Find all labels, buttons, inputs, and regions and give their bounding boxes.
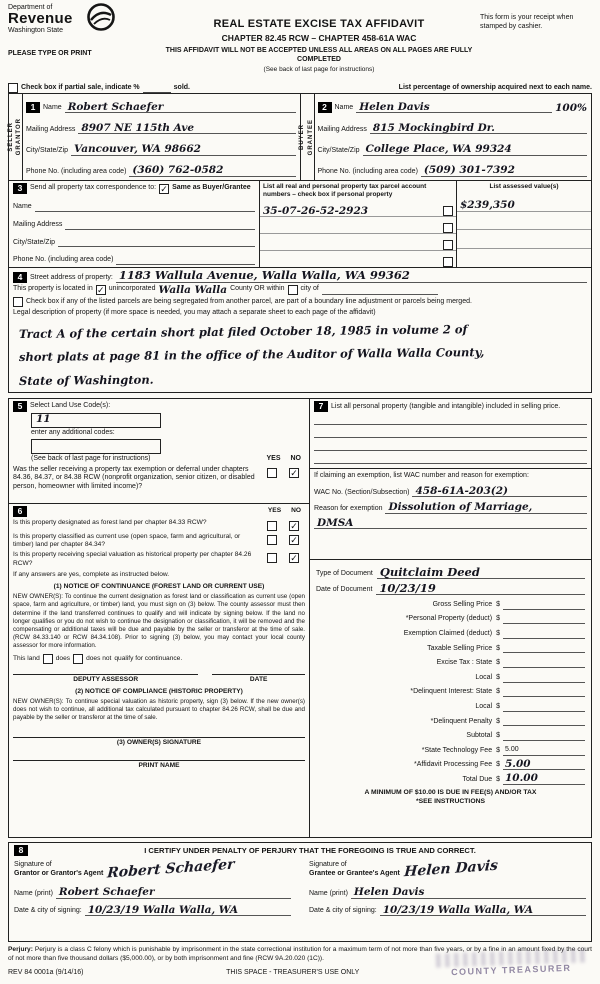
send-correspondence-label: Send all property tax correspondence to: <box>30 184 157 192</box>
current-use-yes-checkbox[interactable] <box>267 535 277 545</box>
seller-grantor-box <box>8 93 301 181</box>
land-use-see-back: (See back of last page for instructions) <box>31 454 151 462</box>
perjury-text: Perjury is a class C felony which is punishable by imprisonment in the state correctional institution for a maximum term of not more than five years, or by a fine in an amount fixed by the court of not more than five thousand dollars ($5,000.00), or by both imprisonment and fine (RCW 9A.20.020 (1C)). <box>8 946 592 962</box>
buyer-name-label: Name <box>334 104 354 112</box>
fee-row: *State Technology Fee $ 5.00 <box>316 741 585 756</box>
acceptance-warning: THIS AFFIDAVIT WILL NOT BE ACCEPTED UNLESS ALL AREAS ON ALL PAGES ARE FULLY COMPLETED <box>165 47 473 64</box>
dollar-sign: $ <box>496 600 500 608</box>
segregated-checkbox[interactable] <box>13 297 23 307</box>
parcel-row <box>260 217 456 234</box>
fee-row: Local $ <box>316 668 585 683</box>
segregated-label: Check box if any of the listed parcels are being segregated from another parcel, are part of a boundary line adjustment or parcels being merged. <box>26 297 472 305</box>
corr-city-label: City/State/Zip <box>13 238 56 246</box>
parcel-row <box>260 251 456 267</box>
owners-signature-line[interactable] <box>13 737 305 738</box>
personal-property-deduct-field[interactable] <box>503 614 585 624</box>
form-header <box>8 4 592 80</box>
city-of-label: city of <box>300 285 319 293</box>
grantor-date-city-label: Date & city of signing: <box>14 907 82 915</box>
grantee-agent-label: Grantee or Grantee's Agent <box>309 870 400 877</box>
grantor-agent-label: Grantor or Grantor's Agent <box>14 870 104 877</box>
grantee-date-city-field[interactable]: 10/23/19 Walla Walla, WA <box>380 905 586 917</box>
grantor-name-print-field[interactable]: Robert Schaefer <box>56 887 291 899</box>
excise-tax-local-field[interactable] <box>503 673 585 683</box>
grantee-signature-block <box>309 859 586 916</box>
parcel-numbers-header: List all real and personal property tax parcel account numbers – check box if personal property <box>263 183 427 198</box>
type-of-document-label: Type of Document <box>316 570 373 578</box>
section-8-certification <box>8 842 592 942</box>
section-6-number: 6 <box>13 506 27 517</box>
buyer-phone-field[interactable]: (509) 301-7392 <box>421 165 587 177</box>
personal-property-line[interactable] <box>314 451 587 464</box>
no-column-header: NO <box>291 507 301 515</box>
grantee-name-print-field[interactable]: Helen Davis <box>351 887 586 899</box>
subtotal-field[interactable] <box>503 731 585 741</box>
section-4-property <box>8 267 592 393</box>
section-1-number: 1 <box>26 102 40 113</box>
seller-city-field[interactable]: Vancouver, WA 98662 <box>71 144 295 156</box>
historic-property-question: Is this property receiving special valuation as historical property per chapter 84.26 RCW? <box>13 551 252 567</box>
buyer-name-field[interactable]: Helen Davis <box>356 102 552 114</box>
legal-description-line: short plats at page 81 in the office of the Auditor of Walla Walla County, <box>18 345 485 365</box>
historic-yes-checkbox[interactable] <box>267 553 277 563</box>
tax-exemption-question: Was the seller receiving a property tax exemption or deferral under chapters 84.36, 84.37, or 84.38 RCW (nonprofit organization, senior citizen, or disabled person, homeowner with limited income)? <box>13 465 255 490</box>
seller-city-label: City/State/Zip <box>26 146 69 154</box>
additional-codes-field[interactable] <box>31 439 161 454</box>
buyer-side-label: BUYER GRANTEE <box>301 94 315 180</box>
seller-name-field[interactable]: Robert Schaefer <box>65 102 296 114</box>
form-title: REAL ESTATE EXCISE TAX AFFIDAVIT <box>213 18 425 30</box>
forest-land-question: Is this property designated as forest land per chapter 84.33 RCW? <box>13 519 207 526</box>
print-name-line[interactable] <box>13 760 305 761</box>
this-land-label: This land <box>13 654 40 662</box>
certification-statement: I CERTIFY UNDER PENALTY OF PERJURY THAT THE FOREGOING IS TRUE AND CORRECT. <box>144 845 476 855</box>
dollar-sign: $ <box>496 673 500 681</box>
county-name-field[interactable]: Walla Walla <box>158 283 228 296</box>
dollar-sign: $ <box>496 703 500 710</box>
see-instructions-note: *SEE INSTRUCTIONS <box>415 798 486 806</box>
logo-revenue-label: Revenue <box>8 10 73 28</box>
grantor-signature-field[interactable]: Robert Schaefer <box>106 856 236 882</box>
form-number: REV 84 0001a (9/14/16) <box>8 969 84 977</box>
corr-address-label: Mailing Address <box>13 220 63 228</box>
section-3-correspondence <box>8 180 592 268</box>
see-back-note: (See back of last page for instructions) <box>263 65 375 73</box>
seller-phone-label: Phone No. (including area code) <box>26 168 127 176</box>
buyer-grantee-box <box>300 93 593 181</box>
logo-dept-label: Department of <box>8 4 53 11</box>
grantee-date-city-label: Date & city of signing: <box>309 907 377 915</box>
seller-side-label: SELLER GRANTOR <box>9 94 23 180</box>
dollar-sign: $ <box>496 746 500 754</box>
parcel-personal-checkbox[interactable] <box>443 223 453 233</box>
parcel-number-field[interactable]: 35-07-26-52-2923 <box>263 204 369 217</box>
notice-continuance-title: (1) NOTICE OF CONTINUANCE (FOREST LAND OR CURRENT USE) <box>53 583 265 591</box>
fee-row: *Delinquent Penalty $ <box>316 712 585 727</box>
fee-row: Taxable Selling Price $ <box>316 639 585 654</box>
parcel-row <box>260 201 456 218</box>
assessed-values-header: List assessed value(s) <box>489 183 559 190</box>
owners-signature-label: (3) OWNER(S) SIGNATURE <box>116 738 202 746</box>
additional-codes-label: enter any additional codes: <box>31 429 115 436</box>
yes-column-header: YES <box>266 454 281 462</box>
street-address-label: Street address of property: <box>30 273 113 281</box>
buyer-ownership-percent[interactable]: 100% <box>555 101 587 114</box>
grantee-signature-field[interactable]: Helen Davis <box>403 857 499 881</box>
notice-continuance-text: NEW OWNER(S): To continue the current designation as forest land or classification as current use (open space, farm and agriculture, or timber) land, you must sign on (3) below. The county assessor must then determine if the land transferred continues to qualify and will indicate by signing below. If the land no longer qualifies or you do not wish to continue the designation or classification, it will be removed and the compensating or additional taxes will be due and payable by the seller or transferor at the time of sale. (RCW 84.33.140 or RCW 84.34.108). Prior to signing (3) below, you may contact your local county assessor for more information. <box>13 593 305 649</box>
same-as-buyer-label: Same as Buyer/Grantee <box>172 184 251 192</box>
type-of-document-field[interactable]: Quitclaim Deed <box>377 567 585 580</box>
buyer-phone-label: Phone No. (including area code) <box>317 168 418 176</box>
unincorporated-checkbox[interactable]: ✓ <box>96 284 105 295</box>
exemption-claimed-field[interactable] <box>503 629 585 639</box>
city-checkbox[interactable] <box>288 285 298 295</box>
total-due-field[interactable]: 10.00 <box>503 773 585 785</box>
corr-phone-field[interactable] <box>116 255 255 265</box>
corr-city-field[interactable] <box>58 237 255 247</box>
corr-phone-label: Phone No. (including area code) <box>13 256 114 264</box>
dollar-sign: $ <box>496 644 500 652</box>
yes-column-header: YES <box>267 507 282 515</box>
exemption-yes-checkbox[interactable] <box>267 468 277 478</box>
section-6-designations <box>8 503 310 838</box>
dor-swirl-icon <box>86 2 116 36</box>
section-3-number: 3 <box>13 183 27 194</box>
ownership-note: List percentage of ownership acquired next to each name. <box>398 84 592 92</box>
seller-address-field[interactable]: 8907 NE 115th Ave <box>78 123 295 135</box>
notice-compliance-title: (2) NOTICE OF COMPLIANCE (HISTORIC PROPERTY) <box>75 688 243 696</box>
exemption-no-checkbox[interactable]: ✓ <box>290 467 298 478</box>
dollar-sign: $ <box>496 688 500 696</box>
assessed-values-box <box>456 180 592 268</box>
partial-sale-checkbox[interactable] <box>8 83 18 93</box>
fee-row: Subtotal $ <box>316 726 585 741</box>
qualify-label: qualify for continuance. <box>114 654 183 662</box>
notice-compliance-text: NEW OWNER(S): To continue special valuation as historic property, sign (3) below. If the new owner(s) does not wish to continue, all additional tax calculated pursuant to chapter 84.26 RCW, shall be due and payable by the seller or transferor at the time of sale. <box>13 698 305 722</box>
does-checkbox[interactable] <box>43 654 53 664</box>
county-treasurer-stamp <box>436 948 587 978</box>
partial-sale-row <box>8 80 592 93</box>
seller-phone-field[interactable]: (360) 762-0582 <box>129 165 295 177</box>
land-use-select-label: Select Land Use Code(s): <box>30 402 111 410</box>
dollar-sign: $ <box>496 775 500 783</box>
wac-number-label: WAC No. (Section/Subsection) <box>314 488 410 496</box>
logo-state-label: Washington State <box>8 27 63 35</box>
seller-address-label: Mailing Address <box>26 125 76 133</box>
dollar-sign: $ <box>496 630 500 638</box>
legal-description-line: Tract A of the certain short plat filed October 18, 1985 in volume 2 of <box>18 321 468 341</box>
current-use-question: Is this property classified as current use (open space, farm and agricultural, or timber) land per chapter 84.34? <box>13 533 241 549</box>
forest-no-checkbox[interactable]: ✓ <box>290 521 298 531</box>
gross-selling-price-field[interactable] <box>503 600 585 610</box>
forest-yes-checkbox[interactable] <box>267 521 277 531</box>
dor-logo <box>8 4 158 34</box>
dollar-sign: $ <box>496 659 500 667</box>
fee-row: Exemption Claimed (deduct) $ <box>316 624 585 639</box>
parcel-personal-checkbox[interactable] <box>443 257 453 267</box>
city-name-field[interactable] <box>322 285 438 295</box>
delinquent-penalty-field[interactable] <box>503 716 585 726</box>
reason-exemption-field[interactable]: Dissolution of Marriage, <box>385 502 587 514</box>
section-5-number: 5 <box>13 401 27 412</box>
section-4-number: 4 <box>13 272 27 283</box>
minimum-fee-note: A MINIMUM OF $10.00 IS DUE IN FEE(S) AND/OR TAX <box>364 788 537 796</box>
please-type-or-print-label: PLEASE TYPE OR PRINT <box>8 50 92 57</box>
assessed-value-field[interactable]: $239,350 <box>460 199 515 212</box>
buyer-address-field[interactable]: 815 Mockingbird Dr. <box>370 123 587 135</box>
exemption-block <box>310 468 591 532</box>
fee-row: Local $ <box>316 697 585 712</box>
dollar-sign: $ <box>496 761 500 769</box>
delinquent-interest-state-field[interactable] <box>503 687 585 697</box>
seller-name-label: Name <box>43 104 62 112</box>
same-as-buyer-checkbox[interactable]: ✓ <box>160 183 168 194</box>
fee-row: Gross Selling Price $ <box>316 595 585 610</box>
dollar-sign: $ <box>496 732 500 740</box>
grantor-signature-block <box>14 856 291 916</box>
state-technology-fee-field[interactable]: 5.00 <box>503 746 585 756</box>
county-treasurer-stamp-text: COUNTY TREASURER <box>450 962 572 977</box>
personal-property-label: List all personal property (tangible and intangible) included in selling price. <box>331 403 561 411</box>
deputy-date-line[interactable] <box>212 674 305 675</box>
parcel-personal-checkbox[interactable] <box>443 240 453 250</box>
street-address-field[interactable]: 1183 Wallula Avenue, Walla Walla, WA 99362 <box>116 270 587 283</box>
dollar-sign: $ <box>496 717 500 725</box>
corr-name-field[interactable] <box>35 202 255 212</box>
unincorporated-label: unincorporated <box>108 285 156 293</box>
chapter-line: CHAPTER 82.45 RCW – CHAPTER 458-61A WAC <box>221 32 417 43</box>
date-of-document-label: Date of Document <box>316 586 373 594</box>
parcel-row <box>260 234 456 251</box>
exemption-claim-label: If claiming an exemption, list WAC number and reason for exemption: <box>314 472 529 479</box>
print-name-label: PRINT NAME <box>138 761 180 769</box>
sold-label: sold. <box>173 83 190 91</box>
buyer-city-label: City/State/Zip <box>317 146 360 154</box>
receipt-note: This form is your receipt when stamped by cashier. <box>480 14 574 30</box>
legal-description[interactable] <box>13 320 587 390</box>
perjury-label: Perjury: <box>8 946 33 953</box>
corr-address-field[interactable] <box>65 220 255 230</box>
located-in-label: This property is located in <box>13 285 93 293</box>
partial-sale-label: Check box if partial sale, indicate % <box>21 83 140 91</box>
personal-property-line[interactable] <box>314 412 587 425</box>
grantee-name-print-label: Name (print) <box>309 889 348 897</box>
affidavit-processing-fee-field[interactable]: 5.00 <box>503 759 585 771</box>
fee-row: *Personal Property (deduct) $ <box>316 610 585 625</box>
dollar-sign: $ <box>496 615 500 623</box>
excise-tax-state-field[interactable] <box>503 658 585 668</box>
personal-property-line[interactable] <box>314 438 587 451</box>
legal-description-line: State of Washington. <box>18 372 154 388</box>
reason-exemption-label: Reason for exemption <box>314 505 383 512</box>
deputy-assessor-signature-line[interactable] <box>13 674 198 675</box>
deputy-assessor-label: DEPUTY ASSESSOR <box>73 675 139 683</box>
historic-no-checkbox[interactable]: ✓ <box>290 553 298 564</box>
treasurer-space-label: THIS SPACE - TREASURER'S USE ONLY <box>226 969 360 977</box>
parties-section <box>8 93 592 181</box>
fee-row: *Delinquent Interest: State $ <box>316 683 585 698</box>
current-use-no-checkbox[interactable]: ✓ <box>290 535 298 545</box>
correspondence-box <box>8 180 260 268</box>
grantor-name-print-label: Name (print) <box>14 889 53 897</box>
if-yes-note: If any answers are yes, complete as instructed below. <box>13 570 170 578</box>
personal-property-line[interactable] <box>314 425 587 438</box>
document-and-fees-box <box>309 559 592 838</box>
reason-exemption-field-2[interactable]: DMSA <box>314 518 587 530</box>
delinquent-interest-local-field[interactable] <box>503 702 585 712</box>
buyer-address-label: Mailing Address <box>317 125 367 133</box>
taxable-selling-price-field[interactable] <box>503 643 585 653</box>
wac-number-field[interactable]: 458-61A-203(2) <box>412 486 587 498</box>
section-2-number: 2 <box>318 102 332 113</box>
partial-sale-percent-field[interactable] <box>143 84 171 93</box>
does-label: does <box>55 654 71 662</box>
buyer-city-field[interactable]: College Place, WA 99324 <box>363 144 587 156</box>
date-label: DATE <box>249 675 268 683</box>
county-or-within-label: County OR within <box>230 285 285 293</box>
corr-name-label: Name <box>13 203 32 210</box>
parcel-personal-checkbox[interactable] <box>443 206 453 216</box>
land-use-code-field[interactable]: 11 <box>31 413 161 428</box>
no-column-header: NO <box>290 454 301 462</box>
legal-description-label: Legal description of property (if more space is needed, you may attach a separate sheet to each page of the affidavit) <box>13 309 376 316</box>
fee-row: *Affidavit Processing Fee $ 5.00 <box>316 756 585 771</box>
date-of-document-field[interactable]: 10/23/19 <box>376 583 585 596</box>
fee-row: Total Due $ 10.00 <box>316 770 585 785</box>
section-5-land-use <box>8 398 310 504</box>
does-not-checkbox[interactable] <box>73 654 83 664</box>
parcel-numbers-box <box>259 180 457 268</box>
section-7-number: 7 <box>314 401 328 412</box>
does-not-label: does not <box>86 654 112 662</box>
fee-row: Excise Tax : State $ <box>316 653 585 668</box>
section-8-number: 8 <box>14 845 28 856</box>
section-7-personal-property <box>309 398 592 560</box>
grantor-date-city-field[interactable]: 10/23/19 Walla Walla, WA <box>85 905 291 917</box>
signature-of-label: Signature of <box>14 861 52 869</box>
signature-of-label: Signature of <box>309 861 347 869</box>
